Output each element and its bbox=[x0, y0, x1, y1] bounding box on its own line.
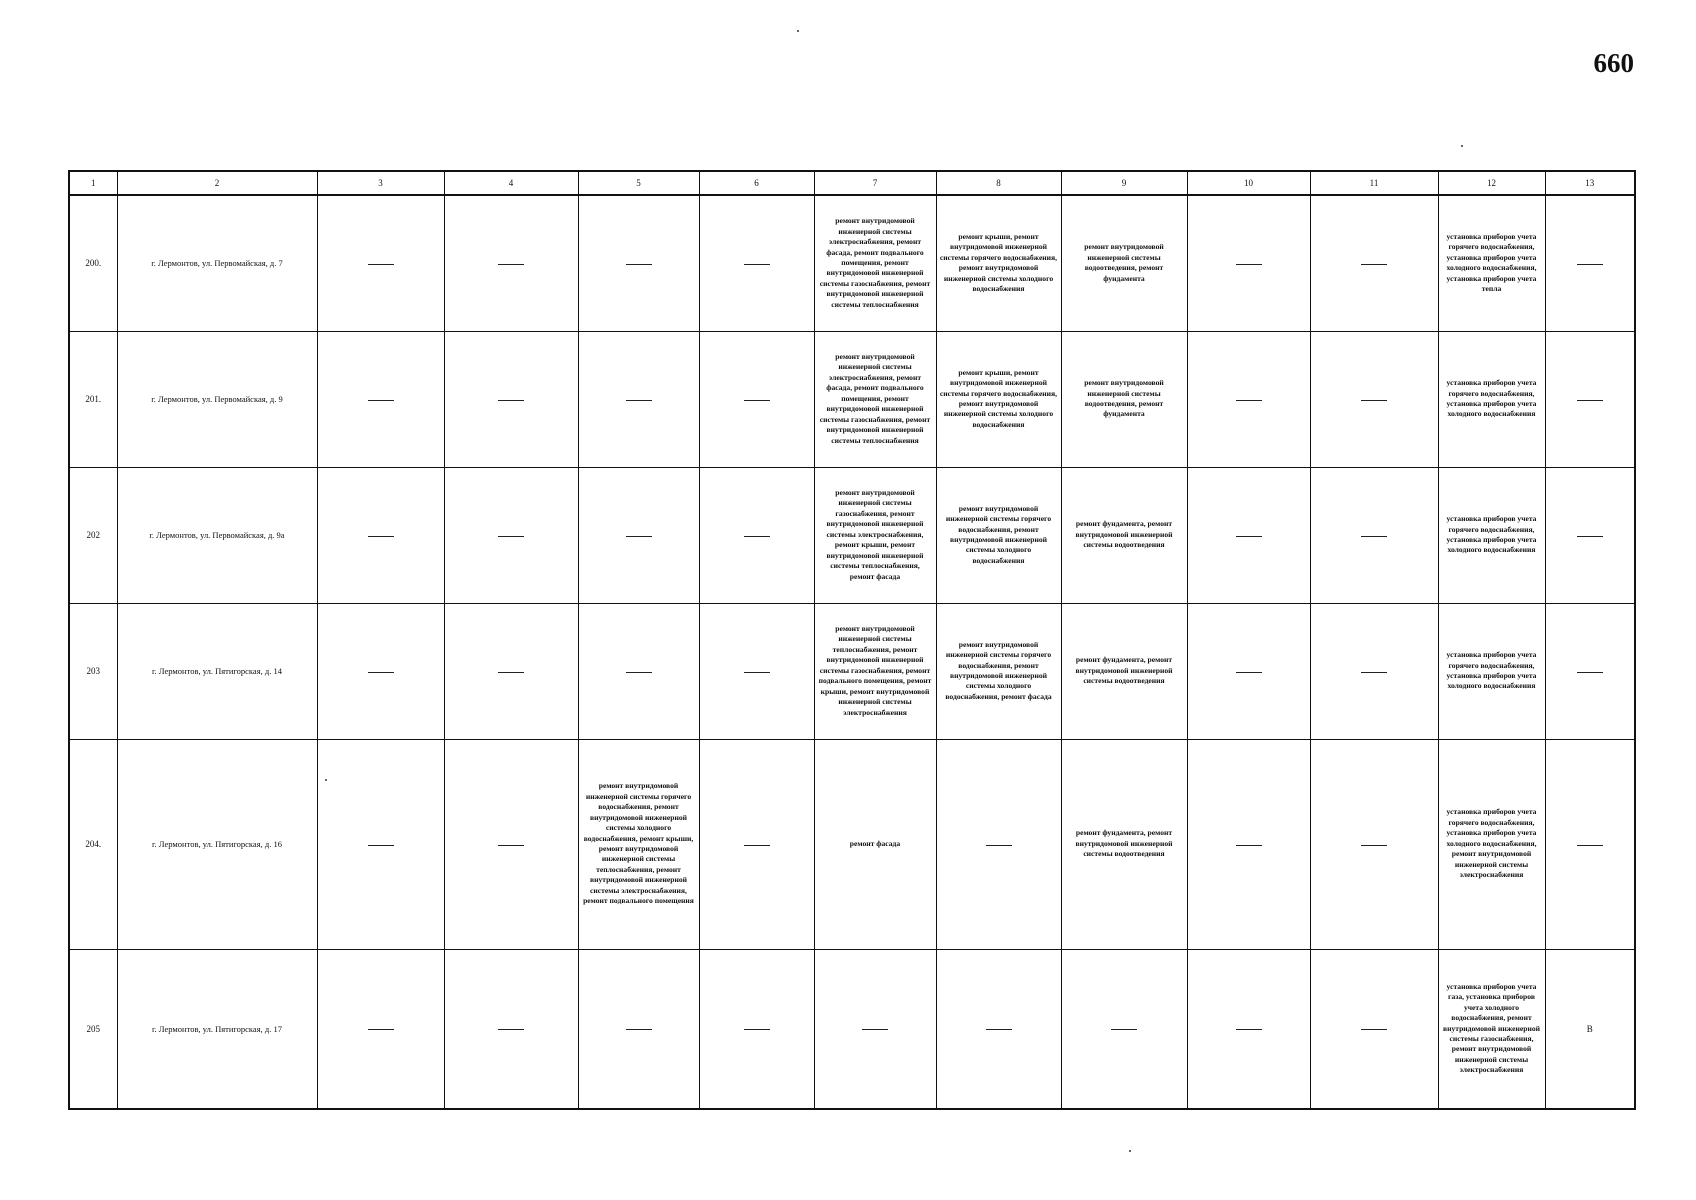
empty-dash-col-13 bbox=[1545, 739, 1635, 949]
empty-dash-col-11 bbox=[1310, 331, 1438, 467]
empty-dash-col-3 bbox=[317, 195, 444, 331]
empty-dash-col-5 bbox=[578, 467, 699, 603]
column-number-3: 3 bbox=[317, 171, 444, 195]
empty-dash-col-4 bbox=[444, 603, 578, 739]
dash-mark bbox=[626, 264, 652, 265]
empty-dash-col-10 bbox=[1187, 603, 1310, 739]
column-number-12: 12 bbox=[1438, 171, 1545, 195]
building-address: г. Лермонтов, ул. Первомайская, д. 9а bbox=[117, 467, 317, 603]
row-number: 202 bbox=[69, 467, 117, 603]
row-number: 205 bbox=[69, 949, 117, 1109]
work-description-col-7: ремонт внутридомовой инженерной системы теплоснабжения, ремонт внутридомовой инженерной системы газоснабжения, ремонт подвального помещения, ремонт крыши, ремонт внутридомовой инженерной системы электроснабжения bbox=[814, 603, 936, 739]
scan-speck bbox=[1461, 145, 1463, 147]
table-row bbox=[69, 603, 1635, 739]
table-body bbox=[69, 195, 1635, 1109]
dash-mark bbox=[498, 400, 524, 401]
dash-mark bbox=[498, 1029, 524, 1030]
empty-dash-col-11 bbox=[1310, 739, 1438, 949]
dash-mark bbox=[498, 264, 524, 265]
dash-mark bbox=[744, 1029, 770, 1030]
table-row bbox=[69, 467, 1635, 603]
work-description-col-7: ремонт внутридомовой инженерной системы электроснабжения, ремонт фасада, ремонт подвального помещения, ремонт внутридомовой инженерной системы газоснабжения, ремонт внутридомовой инженерной системы теплоснабжения bbox=[814, 331, 936, 467]
dash-mark bbox=[368, 264, 394, 265]
dash-mark bbox=[368, 400, 394, 401]
dash-mark bbox=[1236, 1029, 1262, 1030]
column-number-1: 1 bbox=[69, 171, 117, 195]
empty-dash-col-9 bbox=[1061, 949, 1187, 1109]
dash-mark bbox=[368, 1029, 394, 1030]
dash-mark bbox=[862, 1029, 888, 1030]
empty-dash-col-5 bbox=[578, 949, 699, 1109]
dash-mark bbox=[1361, 536, 1387, 537]
empty-dash-col-5 bbox=[578, 195, 699, 331]
dash-mark bbox=[744, 400, 770, 401]
dash-mark bbox=[498, 845, 524, 846]
dash-mark bbox=[744, 672, 770, 673]
column-number-7: 7 bbox=[814, 171, 936, 195]
scan-speck bbox=[1129, 1150, 1131, 1152]
column-number-13: 13 bbox=[1545, 171, 1635, 195]
dash-mark bbox=[744, 536, 770, 537]
work-description-col-12: установка приборов учета горячего водоснабжения, установка приборов учета холодного водоснабжения bbox=[1438, 467, 1545, 603]
dash-mark bbox=[368, 845, 394, 846]
work-description-col-9: ремонт внутридомовой инженерной системы водоотведения, ремонт фундамента bbox=[1061, 195, 1187, 331]
dash-mark bbox=[626, 400, 652, 401]
work-description-col-8: ремонт внутридомовой инженерной системы горячего водоснабжения, ремонт внутридомовой инженерной системы холодного водоснабжения, ремонт фасада bbox=[936, 603, 1061, 739]
table-row bbox=[69, 949, 1635, 1109]
work-description-col-8: ремонт крыши, ремонт внутридомовой инженерной системы горячего водоснабжения, ремонт внутридомовой инженерной системы холодного водоснабжения bbox=[936, 331, 1061, 467]
building-address: г. Лермонтов, ул. Первомайская, д. 9 bbox=[117, 331, 317, 467]
empty-dash-col-4 bbox=[444, 739, 578, 949]
dash-mark bbox=[1577, 400, 1603, 401]
empty-dash-col-5 bbox=[578, 331, 699, 467]
building-address: г. Лермонтов, ул. Пятигорская, д. 17 bbox=[117, 949, 317, 1109]
cell-col-13: В bbox=[1545, 949, 1635, 1109]
row-number: 203 bbox=[69, 603, 117, 739]
work-description-col-7: ремонт внутридомовой инженерной системы газоснабжения, ремонт внутридомовой инженерной системы электроснабжения, ремонт крыши, ремонт внутридомовой инженерной системы теплоснабжения, ремонт фасада bbox=[814, 467, 936, 603]
work-description-col-12: установка приборов учета горячего водоснабжения, установка приборов учета холодного водоснабжения, ремонт внутридомовой инженерной системы электроснабжения bbox=[1438, 739, 1545, 949]
empty-dash-col-7 bbox=[814, 949, 936, 1109]
page-number: 660 bbox=[1593, 48, 1634, 78]
dash-mark bbox=[1577, 264, 1603, 265]
empty-dash-col-11 bbox=[1310, 949, 1438, 1109]
empty-dash-col-13 bbox=[1545, 331, 1635, 467]
dash-mark bbox=[1577, 536, 1603, 537]
column-number-5: 5 bbox=[578, 171, 699, 195]
column-number-2: 2 bbox=[117, 171, 317, 195]
empty-dash-col-3 bbox=[317, 603, 444, 739]
dash-mark bbox=[498, 536, 524, 537]
work-description-col-7: ремонт внутридомовой инженерной системы электроснабжения, ремонт фасада, ремонт подвального помещения, ремонт внутридомовой инженерной системы газоснабжения, ремонт внутридомовой инженерной системы теплоснабжения bbox=[814, 195, 936, 331]
column-number-8: 8 bbox=[936, 171, 1061, 195]
building-address: г. Лермонтов, ул. Пятигорская, д. 16 bbox=[117, 739, 317, 949]
empty-dash-col-6 bbox=[699, 467, 814, 603]
column-number-row bbox=[69, 171, 1635, 195]
empty-dash-col-13 bbox=[1545, 195, 1635, 331]
table-row bbox=[69, 331, 1635, 467]
building-address: г. Лермонтов, ул. Пятигорская, д. 14 bbox=[117, 603, 317, 739]
dash-mark bbox=[368, 672, 394, 673]
empty-dash-col-13 bbox=[1545, 467, 1635, 603]
work-description-col-12: установка приборов учета горячего водоснабжения, установка приборов учета холодного водоснабжения bbox=[1438, 331, 1545, 467]
scan-speck bbox=[797, 30, 799, 32]
dash-mark bbox=[1577, 845, 1603, 846]
empty-dash-col-8 bbox=[936, 949, 1061, 1109]
empty-dash-col-3 bbox=[317, 467, 444, 603]
empty-dash-col-3 bbox=[317, 331, 444, 467]
column-number-10: 10 bbox=[1187, 171, 1310, 195]
column-number-11: 11 bbox=[1310, 171, 1438, 195]
work-description-col-9: ремонт фундамента, ремонт внутридомовой инженерной системы водоотведения bbox=[1061, 467, 1187, 603]
empty-dash-col-8 bbox=[936, 739, 1061, 949]
empty-dash-col-10 bbox=[1187, 739, 1310, 949]
empty-dash-col-5 bbox=[578, 603, 699, 739]
dash-mark bbox=[498, 672, 524, 673]
empty-dash-col-10 bbox=[1187, 949, 1310, 1109]
empty-dash-col-6 bbox=[699, 195, 814, 331]
empty-dash-col-3 bbox=[317, 739, 444, 949]
work-description-col-12: установка приборов учета горячего водоснабжения, установка приборов учета холодного водоснабжения bbox=[1438, 603, 1545, 739]
dash-mark bbox=[1236, 536, 1262, 537]
dash-mark bbox=[1236, 672, 1262, 673]
empty-dash-col-11 bbox=[1310, 467, 1438, 603]
work-description-col-12: установка приборов учета горячего водоснабжения, установка приборов учета холодного водоснабжения, установка приборов учета тепла bbox=[1438, 195, 1545, 331]
empty-dash-col-11 bbox=[1310, 195, 1438, 331]
dash-mark bbox=[1111, 1029, 1137, 1030]
empty-dash-col-10 bbox=[1187, 195, 1310, 331]
row-number: 204. bbox=[69, 739, 117, 949]
dash-mark bbox=[626, 536, 652, 537]
dash-mark bbox=[1361, 845, 1387, 846]
empty-dash-col-13 bbox=[1545, 603, 1635, 739]
work-description-col-8: ремонт крыши, ремонт внутридомовой инженерной системы горячего водоснабжения, ремонт внутридомовой инженерной системы холодного водоснабжения bbox=[936, 195, 1061, 331]
work-description-col-5: ремонт внутридомовой инженерной системы горячего водоснабжения, ремонт внутридомовой инженерной системы холодного водоснабжения, ремонт крыши, ремонт внутридомовой инженерной системы теплоснабжения, ремонт внутридомовой инженерной системы электроснабжения, ремонт подвального помещения bbox=[578, 739, 699, 949]
dash-mark bbox=[626, 1029, 652, 1030]
column-number-6: 6 bbox=[699, 171, 814, 195]
dash-mark bbox=[1361, 264, 1387, 265]
dash-mark bbox=[1236, 264, 1262, 265]
row-number: 201. bbox=[69, 331, 117, 467]
empty-dash-col-11 bbox=[1310, 603, 1438, 739]
empty-dash-col-4 bbox=[444, 949, 578, 1109]
empty-dash-col-6 bbox=[699, 331, 814, 467]
column-number-9: 9 bbox=[1061, 171, 1187, 195]
work-description-col-9: ремонт фундамента, ремонт внутридомовой инженерной системы водоотведения bbox=[1061, 603, 1187, 739]
dash-mark bbox=[1361, 672, 1387, 673]
empty-dash-col-6 bbox=[699, 739, 814, 949]
building-address: г. Лермонтов, ул. Первомайская, д. 7 bbox=[117, 195, 317, 331]
dash-mark bbox=[1361, 1029, 1387, 1030]
work-description-col-9: ремонт фундамента, ремонт внутридомовой инженерной системы водоотведения bbox=[1061, 739, 1187, 949]
table-row bbox=[69, 739, 1635, 949]
dash-mark bbox=[986, 1029, 1012, 1030]
empty-dash-col-6 bbox=[699, 603, 814, 739]
empty-dash-col-6 bbox=[699, 949, 814, 1109]
work-description-col-12: установка приборов учета газа, установка приборов учета холодного водоснабжения, ремонт внутридомовой инженерной системы газоснабжения, ремонт внутридомовой инженерной системы электроснабжения bbox=[1438, 949, 1545, 1109]
dash-mark bbox=[1577, 672, 1603, 673]
dash-mark bbox=[368, 536, 394, 537]
capital-repair-table bbox=[68, 170, 1636, 1110]
dash-mark bbox=[1361, 400, 1387, 401]
scan-speck bbox=[325, 779, 327, 781]
work-description-col-8: ремонт внутридомовой инженерной системы горячего водоснабжения, ремонт внутридомовой инженерной системы холодного водоснабжения bbox=[936, 467, 1061, 603]
table-row bbox=[69, 195, 1635, 331]
empty-dash-col-4 bbox=[444, 467, 578, 603]
empty-dash-col-10 bbox=[1187, 331, 1310, 467]
dash-mark bbox=[744, 845, 770, 846]
dash-mark bbox=[626, 672, 652, 673]
empty-dash-col-10 bbox=[1187, 467, 1310, 603]
dash-mark bbox=[1236, 845, 1262, 846]
work-description-col-7: ремонт фасада bbox=[814, 739, 936, 949]
column-number-4: 4 bbox=[444, 171, 578, 195]
dash-mark bbox=[1236, 400, 1262, 401]
empty-dash-col-4 bbox=[444, 195, 578, 331]
work-description-col-9: ремонт внутридомовой инженерной системы водоотведения, ремонт фундамента bbox=[1061, 331, 1187, 467]
dash-mark bbox=[986, 845, 1012, 846]
empty-dash-col-3 bbox=[317, 949, 444, 1109]
row-number: 200. bbox=[69, 195, 117, 331]
dash-mark bbox=[744, 264, 770, 265]
empty-dash-col-4 bbox=[444, 331, 578, 467]
